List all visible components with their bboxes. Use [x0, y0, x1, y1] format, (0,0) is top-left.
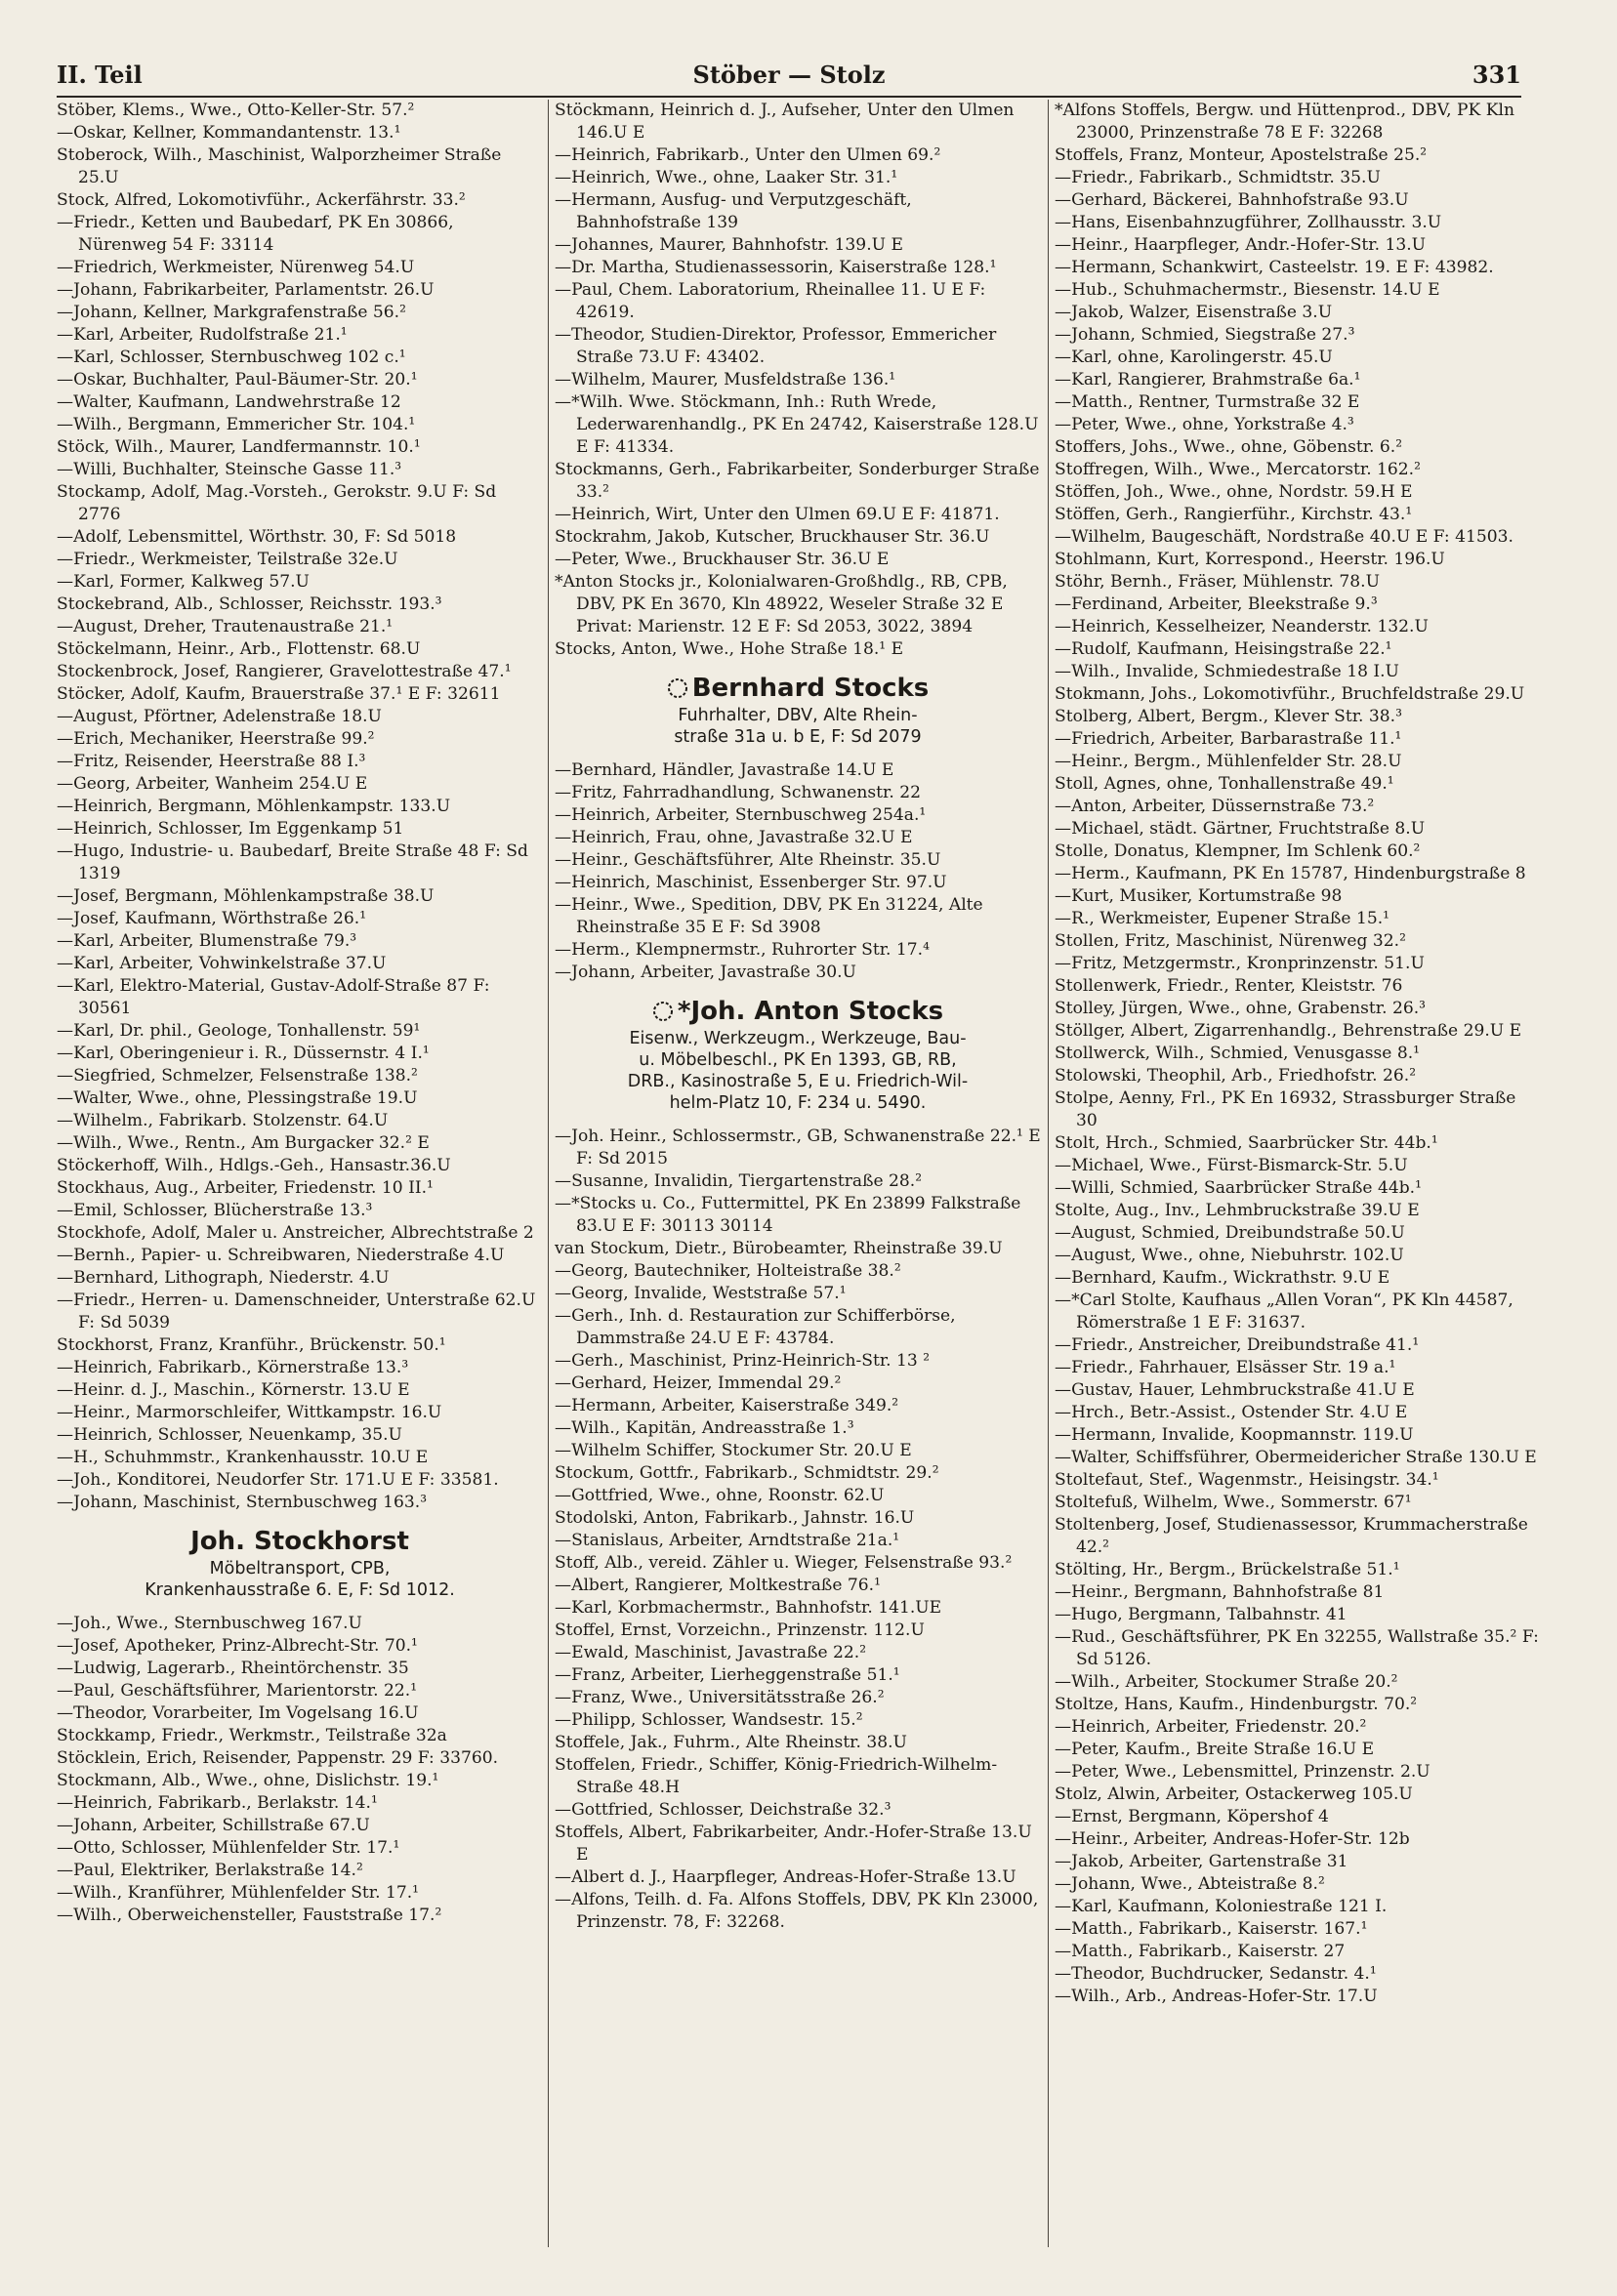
directory-entry: —Alfons, Teilh. d. Fa. Alfons Stoffels, DBV, PK Kln 23000, Prinzenstr. 78, F: 32268. — [555, 1890, 1039, 1932]
directory-entry: —Joh., Wwe., Sternbuschweg 167.U — [57, 1614, 362, 1633]
directory-entry: —Oskar, Buchhalter, Paul-Bäumer-Str. 20.¹ — [57, 370, 418, 390]
directory-entry: Stöffen, Gerh., Rangierführ., Kirchstr. 43.¹ — [1055, 505, 1413, 524]
directory-entry: —Fritz, Metzgermstr., Kronprinzenstr. 51.U — [1055, 954, 1425, 973]
directory-entry: —August, Dreher, Trautenaustraße 21.¹ — [57, 617, 394, 636]
directory-entry: —Gerh., Inh. d. Restauration zur Schifferbörse, Dammstraße 24.U E F: 43784. — [555, 1306, 956, 1348]
directory-entry: Stollen, Fritz, Maschinist, Nürenweg 32.² — [1055, 931, 1406, 951]
directory-entry: —Johann, Arbeiter, Schillstraße 67.U — [57, 1816, 370, 1835]
directory-entry: —Friedr., Fabrikarb., Schmidtstr. 35.U — [1055, 168, 1381, 187]
directory-entry: —Johann, Kellner, Markgrafenstraße 56.² — [57, 303, 406, 322]
directory-entry: Stoll, Agnes, ohne, Tonhallenstraße 49.¹ — [1055, 774, 1394, 794]
directory-entry: Stoffelen, Friedr., Schiffer, König-Friedrich-Wilhelm-Straße 48.H — [555, 1755, 998, 1797]
directory-entry: —Johann, Wwe., Abteistraße 8.² — [1055, 1874, 1325, 1894]
directory-entry: —Oskar, Kellner, Kommandantenstr. 13.¹ — [57, 123, 401, 143]
entry-list — [555, 100, 1041, 661]
directory-entry: —Paul, Elektriker, Berlakstraße 14.² — [57, 1861, 363, 1880]
directory-entry: Stolz, Alwin, Arbeiter, Ostackerweg 105.U — [1055, 1784, 1413, 1804]
directory-entry: —Ferdinand, Arbeiter, Bleekstraße 9.³ — [1055, 594, 1378, 614]
directory-entry: —Franz, Wwe., Universitätsstraße 26.² — [555, 1688, 885, 1707]
directory-entry: Stockum, Gottfr., Fabrikarb., Schmidtstr. 29.² — [555, 1463, 939, 1483]
directory-entry: —Wilh., Kranführer, Mühlenfelder Str. 17.¹ — [57, 1883, 420, 1903]
directory-entry: —Hugo, Industrie- u. Baubedarf, Breite Straße 48 F: Sd 1319 — [57, 841, 528, 883]
directory-entry: —Susanne, Invalidin, Tiergartenstraße 28.² — [555, 1171, 923, 1191]
directory-entry: Stockrahm, Jakob, Kutscher, Bruckhauser Str. 36.U — [555, 527, 990, 547]
directory-entry: Stoberock, Wilh., Maschinist, Walporzheimer Straße 25.U — [57, 145, 502, 187]
directory-entry: —Georg, Invalide, Weststraße 57.¹ — [555, 1284, 847, 1303]
page-number: 331 — [1472, 61, 1521, 89]
column-divider — [548, 100, 549, 2247]
directory-entry: —Matth., Fabrikarb., Kaiserstr. 167.¹ — [1055, 1919, 1368, 1939]
directory-entry: —Hugo, Bergmann, Talbahnstr. 41 — [1055, 1605, 1348, 1624]
directory-entry: —Gottfried, Schlosser, Deichstraße 32.³ — [555, 1800, 891, 1820]
directory-entry: Stockhorst, Franz, Kranführ., Brückenstr. 50.¹ — [57, 1335, 446, 1355]
directory-entry: —Heinr., Arbeiter, Andreas-Hofer-Str. 12b — [1055, 1829, 1410, 1849]
directory-entry: —Bernhard, Händler, Javastraße 14.U E — [555, 760, 894, 780]
directory-entry: —Siegfried, Schmelzer, Felsenstraße 138.² — [57, 1066, 418, 1086]
directory-entry: —Willi, Schmied, Saarbrücker Straße 44b.¹ — [1055, 1178, 1422, 1198]
directory-entry: —Hermann, Invalide, Koopmannstr. 119.U — [1055, 1425, 1414, 1445]
directory-entry: —Dr. Martha, Studienassessorin, Kaiserstraße 128.¹ — [555, 258, 997, 277]
directory-entry: —Albert d. J., Haarpfleger, Andreas-Hofer-Straße 13.U — [555, 1867, 1016, 1887]
directory-entry: —Friedrich, Werkmeister, Nürenweg 54.U — [57, 258, 415, 277]
directory-entry: —Wilh., Bergmann, Emmericher Str. 104.¹ — [57, 415, 416, 434]
directory-entry: —Kurt, Musiker, Kortumstraße 98 — [1055, 886, 1343, 906]
directory-entry: —Peter, Wwe., Lebensmittel, Prinzenstr. 2.U — [1055, 1762, 1430, 1782]
directory-entry: —Herm., Kaufmann, PK En 15787, Hindenburgstraße 8 — [1055, 864, 1526, 883]
directory-entry: —Johann, Fabrikarbeiter, Parlamentstr. 26.U — [57, 280, 435, 300]
directory-entry: —Heinrich, Kesselheizer, Neanderstr. 132.U — [1055, 617, 1429, 636]
directory-entry: —Heinr., Bergmann, Bahnhofstraße 81 — [1055, 1582, 1385, 1602]
directory-entry: —Heinrich, Arbeiter, Friedenstr. 20.² — [1055, 1717, 1367, 1737]
directory-entry: —Walter, Wwe., ohne, Plessingstraße 19.U — [57, 1088, 418, 1108]
directory-entry: —Jakob, Arbeiter, Gartenstraße 31 — [1055, 1852, 1348, 1871]
column-2 — [555, 100, 1041, 1934]
directory-entry: —Heinr., Bergm., Mühlenfelder Str. 28.U — [1055, 752, 1402, 771]
ad-line: DRB., Kasinostraße 5, E u. Friedrich-Wil- — [627, 1072, 969, 1091]
directory-entry: Stöhr, Bernh., Fräser, Mühlenstr. 78.U — [1055, 572, 1380, 592]
directory-entry: —Heinr., Wwe., Spedition, DBV, PK En 31224, Alte Rheinstraße 35 E F: Sd 3908 — [555, 895, 983, 937]
directory-entry: Stockmanns, Gerh., Fabrikarbeiter, Sonderburger Straße 33.² — [555, 460, 1040, 502]
directory-entry: —Heinrich, Wirt, Unter den Ulmen 69.U E F: 41871. — [555, 505, 1000, 524]
column-3 — [1055, 100, 1541, 2008]
directory-entry: —Bernhard, Lithograph, Niederstr. 4.U — [57, 1268, 390, 1288]
directory-entry: —Wilh., Wwe., Rentn., Am Burgacker 32.² E — [57, 1133, 430, 1153]
directory-entry: Stodolski, Anton, Fabrikarb., Jahnstr. 16.U — [555, 1508, 915, 1528]
ad-line: Krankenhausstraße 6. E, F: Sd 1012. — [145, 1580, 455, 1600]
directory-entry: —Wilh., Oberweichensteller, Fauststraße 17.² — [57, 1906, 442, 1925]
directory-entry: —Karl, Elektro-Material, Gustav-Adolf-Straße 87 F: 30561 — [57, 976, 490, 1018]
directory-page — [57, 61, 1539, 2247]
advertisement-stockhorst — [57, 1526, 543, 1601]
directory-entry: Stoffers, Johs., Wwe., ohne, Göbenstr. 6.² — [1055, 437, 1403, 457]
directory-entry: Stöck, Wilh., Maurer, Landfermannstr. 10.¹ — [57, 437, 421, 457]
directory-entry: —Hans, Eisenbahnzugführer, Zollhausstr. 3.U — [1055, 213, 1442, 232]
directory-entry: —Heinrich, Fabrikarb., Unter den Ulmen 69.² — [555, 145, 941, 165]
directory-entry: —Hrch., Betr.-Assist., Ostender Str. 4.U E — [1055, 1403, 1408, 1422]
directory-entry: —*Wilh. Wwe. Stöckmann, Inh.: Ruth Wrede, Lederwarenhandlg., PK En 24742, Kaiserstraße 128.U E F: 41334. — [555, 392, 1039, 457]
directory-entry: —August, Schmied, Dreibundstraße 50.U — [1055, 1223, 1405, 1243]
directory-entry: Stollenwerk, Friedr., Renter, Kleiststr. 76 — [1055, 976, 1403, 996]
directory-entry: —Otto, Schlosser, Mühlenfelder Str. 17.¹ — [57, 1838, 400, 1858]
ad-line: Eisenw., Werkzeugm., Werkzeuge, Bau- — [629, 1029, 967, 1048]
directory-entry: —Wilhelm., Fabrikarb. Stolzenstr. 64.U — [57, 1111, 389, 1130]
directory-entry: Stockenbrock, Josef, Rangierer, Gravelottestraße 47.¹ — [57, 662, 512, 681]
directory-entry: Stohlmann, Kurt, Korrespond., Heerstr. 196.U — [1055, 550, 1445, 569]
directory-entry: Stöckerhoff, Wilh., Hdlgs.-Geh., Hansastr.36.U — [57, 1156, 451, 1175]
directory-entry: —*Stocks u. Co., Futtermittel, PK En 23899 Falkstraße 83.U E F: 30113 30114 — [555, 1194, 1021, 1236]
directory-entry: —H., Schuhmmstr., Krankenhausstr. 10.U E — [57, 1448, 429, 1467]
directory-entry: —Wilh., Kapitän, Andreasstraße 1.³ — [555, 1418, 854, 1438]
directory-entry: Stolpe, Aenny, Frl., PK En 16932, Strassburger Straße 30 — [1055, 1088, 1516, 1130]
ad-line: u. Möbelbeschl., PK En 1393, GB, RB, — [639, 1050, 957, 1070]
directory-entry: Stolowski, Theophil, Arb., Friedhofstr. 26.² — [1055, 1066, 1417, 1086]
directory-entry: —Herm., Klempnermstr., Ruhrorter Str. 17.⁴ — [555, 940, 930, 960]
directory-entry: —Heinr., Geschäftsführer, Alte Rheinstr. 35.U — [555, 850, 941, 870]
directory-entry: *Alfons Stoffels, Bergw. und Hüttenprod., DBV, PK Kln 23000, Prinzenstraße 78 E F: 32268 — [1055, 101, 1514, 143]
directory-entry: —Joh. Heinr., Schlossermstr., GB, Schwanenstraße 22.¹ E F: Sd 2015 — [555, 1127, 1041, 1168]
directory-entry: Stölting, Hr., Bergm., Brückelstraße 51.¹ — [1055, 1560, 1400, 1579]
directory-entry: —Fritz, Reisender, Heerstraße 88 I.³ — [57, 752, 366, 771]
directory-entry: Stolle, Donatus, Klempner, Im Schlenk 60.² — [1055, 841, 1421, 861]
directory-entry: —Michael, städt. Gärtner, Fruchtstraße 8.U — [1055, 819, 1426, 839]
directory-entry: —Theodor, Vorarbeiter, Im Vogelsang 16.U — [57, 1703, 419, 1723]
directory-entry: —Josef, Apotheker, Prinz-Albrecht-Str. 70.¹ — [57, 1636, 418, 1656]
directory-entry: —Bernh., Papier- u. Schreibwaren, Niederstraße 4.U — [57, 1246, 505, 1265]
directory-entry: —Theodor, Studien-Direktor, Professor, Emmericher Straße 73.U F: 43402. — [555, 325, 997, 367]
directory-entry: Stolte, Aug., Inv., Lehmbruckstraße 39.U E — [1055, 1201, 1420, 1220]
directory-entry: Stolberg, Albert, Bergm., Klever Str. 38.³ — [1055, 707, 1402, 726]
directory-entry: —Karl, Former, Kalkweg 57.U — [57, 572, 310, 592]
laurel-wreath-icon — [667, 677, 688, 699]
directory-entry: Stoltze, Hans, Kaufm., Hindenburgstr. 70.² — [1055, 1695, 1418, 1714]
directory-entry: —Heinrich, Schlosser, Im Eggenkamp 51 — [57, 819, 404, 839]
directory-entry: Stöcker, Adolf, Kaufm, Brauerstraße 37.¹ E F: 32611 — [57, 684, 501, 704]
directory-entry: —Karl, Rangierer, Brahmstraße 6a.¹ — [1055, 370, 1361, 390]
directory-entry: —Josef, Kaufmann, Wörthstraße 26.¹ — [57, 909, 367, 928]
directory-entry: Stöcklein, Erich, Reisender, Pappenstr. 29 F: 33760. — [57, 1748, 499, 1768]
directory-entry: —Heinr., Marmorschleifer, Wittkampstr. 16.U — [57, 1403, 442, 1422]
directory-entry: —Johann, Schmied, Siegstraße 27.³ — [1055, 325, 1355, 345]
directory-entry: Stoffregen, Wilh., Wwe., Mercatorstr. 162.² — [1055, 460, 1421, 479]
directory-entry: —Heinrich, Frau, ohne, Javastraße 32.U E — [555, 828, 913, 847]
directory-entry: —Albert, Rangierer, Moltkestraße 76.¹ — [555, 1576, 881, 1595]
directory-entry: —Hermann, Schankwirt, Casteelstr. 19. E F: 43982. — [1055, 258, 1494, 277]
directory-entry: —Gustav, Hauer, Lehmbruckstraße 41.U E — [1055, 1380, 1415, 1400]
directory-entry: —Ewald, Maschinist, Javastraße 22.² — [555, 1643, 867, 1662]
directory-entry: —Peter, Wwe., ohne, Yorkstraße 4.³ — [1055, 415, 1354, 434]
directory-entry: —Heinrich, Arbeiter, Sternbuschweg 254a.¹ — [555, 805, 927, 825]
directory-entry: —Hermann, Ausfug- und Verputzgeschäft, Bahnhofstraße 139 — [555, 190, 912, 232]
directory-entry: Stockhofe, Adolf, Maler u. Anstreicher, Albrechtstraße 2 — [57, 1223, 534, 1243]
directory-entry: —Rudolf, Kaufmann, Heisingstraße 22.¹ — [1055, 639, 1392, 659]
ad-line: Fuhrhalter, DBV, Alte Rhein- — [678, 706, 918, 725]
directory-entry: —Heinrich, Maschinist, Essenberger Str. 97.U — [555, 873, 947, 892]
directory-entry: —Peter, Kaufm., Breite Straße 16.U E — [1055, 1740, 1375, 1759]
directory-entry: —Gerhard, Bäckerei, Bahnhofstraße 93.U — [1055, 190, 1409, 210]
directory-entry: —Michael, Wwe., Fürst-Bismarck-Str. 5.U — [1055, 1156, 1408, 1175]
directory-entry: —Johann, Arbeiter, Javastraße 30.U — [555, 963, 856, 982]
directory-entry: Stockebrand, Alb., Schlosser, Reichsstr. 193.³ — [57, 594, 442, 614]
directory-entry: Stocks, Anton, Wwe., Hohe Straße 18.¹ E — [555, 639, 904, 659]
directory-entry: —Karl, Arbeiter, Blumenstraße 79.³ — [57, 931, 357, 951]
directory-entry: —Erich, Mechaniker, Heerstraße 99.² — [57, 729, 375, 749]
directory-entry: —Johann, Maschinist, Sternbuschweg 163.³ — [57, 1493, 428, 1512]
directory-entry: —Willi, Buchhalter, Steinsche Gasse 11.³ — [57, 460, 402, 479]
directory-entry: —Rud., Geschäftsführer, PK En 32255, Wallstraße 35.² F: Sd 5126. — [1055, 1627, 1539, 1669]
directory-entry: —Anton, Arbeiter, Düssernstraße 73.² — [1055, 797, 1375, 816]
directory-entry: —Paul, Chem. Laboratorium, Rheinallee 11. U E F: 42619. — [555, 280, 986, 322]
entry-list — [555, 759, 1041, 984]
directory-entry: —Philipp, Schlosser, Wandsestr. 15.² — [555, 1710, 863, 1730]
directory-entry: —Georg, Bautechniker, Holteistraße 38.² — [555, 1261, 901, 1281]
ad-title: *Joh. Anton Stocks — [677, 997, 944, 1026]
laurel-wreath-icon — [652, 1001, 674, 1022]
directory-entry: —Gerhard, Heizer, Immendal 29.² — [555, 1374, 842, 1393]
directory-entry: Stollwerck, Wilh., Schmied, Venusgasse 8.¹ — [1055, 1044, 1421, 1063]
advertisement-bernhard-stocks — [555, 673, 1041, 748]
directory-entry: —Walter, Kaufmann, Landwehrstraße 12 — [57, 392, 401, 412]
directory-entry: —Matth., Rentner, Turmstraße 32 E — [1055, 392, 1360, 412]
directory-entry: Stolley, Jürgen, Wwe., ohne, Grabenstr. 26.³ — [1055, 999, 1426, 1018]
directory-entry: Stoltenberg, Josef, Studienassessor, Krummacherstraße 42.² — [1055, 1515, 1528, 1557]
directory-entry: —August, Pförtner, Adelenstraße 18.U — [57, 707, 382, 726]
directory-entry: Stoffele, Jak., Fuhrm., Alte Rheinstr. 38.U — [555, 1733, 907, 1752]
directory-entry: Stoltefaut, Stef., Wagenmstr., Heisingstr. 34.¹ — [1055, 1470, 1439, 1490]
directory-entry: Stockkamp, Friedr., Werkmstr., Teilstraße 32a — [57, 1726, 447, 1745]
directory-entry: Stöckmann, Heinrich d. J., Aufseher, Unter den Ulmen 146.U E — [555, 101, 1015, 143]
directory-entry: —August, Wwe., ohne, Niebuhrstr. 102.U — [1055, 1246, 1404, 1265]
column-1 — [57, 100, 543, 1927]
directory-entry: —Franz, Arbeiter, Lierheggenstraße 51.¹ — [555, 1665, 900, 1685]
entry-list — [555, 1126, 1041, 1934]
directory-entry: —Friedrich, Arbeiter, Barbarastraße 11.¹ — [1055, 729, 1402, 749]
directory-entry: —R., Werkmeister, Eupener Straße 15.¹ — [1055, 909, 1390, 928]
ad-title: Joh. Stockhorst — [190, 1527, 409, 1556]
directory-entry: —Walter, Schiffsführer, Obermeidericher Straße 130.U E — [1055, 1448, 1537, 1467]
directory-entry: —Wilh., Arb., Andreas-Hofer-Str. 17.U — [1055, 1987, 1378, 2006]
directory-entry: —Wilhelm, Maurer, Musfeldstraße 136.¹ — [555, 370, 896, 390]
directory-entry: —Wilhelm Schiffer, Stockumer Str. 20.U E — [555, 1441, 912, 1460]
directory-entry: —Peter, Wwe., Bruckhauser Str. 36.U E — [555, 550, 890, 569]
directory-entry: Stoffels, Franz, Monteur, Apostelstraße 25.² — [1055, 145, 1428, 165]
directory-entry: —Karl, Arbeiter, Rudolfstraße 21.¹ — [57, 325, 348, 345]
directory-entry: —Heinrich, Schlosser, Neuenkamp, 35.U — [57, 1425, 402, 1445]
directory-entry: —Heinrich, Bergmann, Möhlenkampstr. 133.U — [57, 797, 451, 816]
directory-entry: Stöffen, Joh., Wwe., ohne, Nordstr. 59.H E — [1055, 482, 1413, 502]
ad-line: helm-Platz 10, F: 234 u. 5490. — [669, 1093, 927, 1113]
directory-entry: —Wilh., Arbeiter, Stockumer Straße 20.² — [1055, 1672, 1398, 1692]
directory-entry: —Wilh., Invalide, Schmiedestraße 18 I.U — [1055, 662, 1399, 681]
directory-entry: *Anton Stocks jr., Kolonialwaren-Großhdlg., RB, CPB, DBV, PK En 3670, Kln 48922, Weseler Straße 32 E Privat: Marienstr. 12 E F: Sd 2053, 3022, 3894 — [555, 572, 1008, 636]
directory-entry: Stock, Alfred, Lokomotivführ., Ackerfährstr. 33.² — [57, 190, 466, 210]
directory-entry: —Friedr., Herren- u. Damenschneider, Unterstraße 62.U F: Sd 5039 — [57, 1291, 536, 1332]
directory-entry: —Josef, Bergmann, Möhlenkampstraße 38.U — [57, 886, 435, 906]
directory-entry: Stoffels, Albert, Fabrikarbeiter, Andr.-Hofer-Straße 13.U E — [555, 1823, 1032, 1865]
directory-entry: —Ludwig, Lagerarb., Rheintörchenstr. 35 — [57, 1659, 409, 1678]
directory-entry: —Joh., Konditorei, Neudorfer Str. 171.U E F: 33581. — [57, 1470, 499, 1490]
directory-entry: —Heinr., Haarpfleger, Andr.-Hofer-Str. 13.U — [1055, 235, 1427, 255]
directory-entry: —Karl, Dr. phil., Geologe, Tonhallenstr. 59¹ — [57, 1021, 421, 1041]
directory-entry: —Johannes, Maurer, Bahnhofstr. 139.U E — [555, 235, 903, 255]
directory-entry: Stöckelmann, Heinr., Arb., Flottenstr. 68.U — [57, 639, 421, 659]
directory-entry: —Gerh., Maschinist, Prinz-Heinrich-Str. 13 ² — [555, 1351, 931, 1371]
directory-entry: —Stanislaus, Arbeiter, Arndtstraße 21a.¹ — [555, 1531, 900, 1550]
directory-entry: —Heinrich, Fabrikarb., Körnerstraße 13.³ — [57, 1358, 409, 1377]
directory-entry: Stöber, Klems., Wwe., Otto-Keller-Str. 57.² — [57, 101, 415, 120]
directory-entry: —Ernst, Bergmann, Köpershof 4 — [1055, 1807, 1329, 1826]
directory-entry: —Gottfried, Wwe., ohne, Roonstr. 62.U — [555, 1486, 885, 1505]
directory-entry: —Georg, Arbeiter, Wanheim 254.U E — [57, 774, 368, 794]
entry-list — [57, 100, 543, 1514]
name-range: Stöber — Stolz — [692, 61, 886, 89]
directory-entry: —Friedr., Ketten und Baubedarf, PK En 30866, Nürenweg 54 F: 33114 — [57, 213, 454, 255]
directory-entry: van Stockum, Dietr., Bürobeamter, Rheinstraße 39.U — [555, 1239, 1003, 1258]
directory-entry: —Bernhard, Kaufm., Wickrathstr. 9.U E — [1055, 1268, 1390, 1288]
directory-entry: Stokmann, Johs., Lokomotivführ., Bruchfeldstraße 29.U — [1055, 684, 1525, 704]
part-label: II. Teil — [57, 61, 143, 89]
directory-entry: Stockmann, Alb., Wwe., ohne, Dislichstr. 19.¹ — [57, 1771, 439, 1790]
page-header — [57, 61, 1521, 98]
directory-entry: —Fritz, Fahrradhandlung, Schwanenstr. 22 — [555, 783, 921, 802]
directory-entry: Stöllger, Albert, Zigarrenhandlg., Behrenstraße 29.U E — [1055, 1021, 1522, 1041]
directory-entry: —Adolf, Lebensmittel, Wörthstr. 30, F: Sd 5018 — [57, 527, 457, 547]
directory-entry: —Karl, ohne, Karolingerstr. 45.U — [1055, 348, 1333, 367]
header-rule — [57, 96, 1521, 98]
directory-entry: —Matth., Fabrikarb., Kaiserstr. 27 — [1055, 1942, 1346, 1961]
directory-entry: —Karl, Kaufmann, Koloniestraße 121 I. — [1055, 1897, 1388, 1916]
directory-entry: —Heinrich, Wwe., ohne, Laaker Str. 31.¹ — [555, 168, 898, 187]
directory-entry: —Emil, Schlosser, Blücherstraße 13.³ — [57, 1201, 373, 1220]
column-divider — [1048, 100, 1049, 2247]
directory-entry: Stoffel, Ernst, Vorzeichn., Prinzenstr. 112.U — [555, 1620, 925, 1640]
ad-line: Möbeltransport, CPB, — [209, 1559, 391, 1578]
directory-entry: Stoltefuß, Wilhelm, Wwe., Sommerstr. 67¹ — [1055, 1493, 1412, 1512]
ad-title: Bernhard Stocks — [691, 674, 930, 703]
directory-entry: —Heinrich, Fabrikarb., Berlakstr. 14.¹ — [57, 1793, 378, 1813]
directory-entry: Stolt, Hrch., Schmied, Saarbrücker Str. 44b.¹ — [1055, 1133, 1438, 1153]
ad-line: straße 31a u. b E, F: Sd 2079 — [674, 727, 922, 747]
directory-entry: —Jakob, Walzer, Eisenstraße 3.U — [1055, 303, 1333, 322]
directory-entry: —Wilhelm, Baugeschäft, Nordstraße 40.U E F: 41503. — [1055, 527, 1513, 547]
advertisement-joh-anton-stocks — [555, 996, 1041, 1114]
directory-entry: —Karl, Arbeiter, Vohwinkelstraße 37.U — [57, 954, 387, 973]
directory-entry: Stockhaus, Aug., Arbeiter, Friedenstr. 10 II.¹ — [57, 1178, 434, 1198]
directory-entry: —Karl, Oberingenieur i. R., Düssernstr. 4 I.¹ — [57, 1044, 430, 1063]
directory-entry: Stockamp, Adolf, Mag.-Vorsteh., Gerokstr. 9.U F: Sd 2776 — [57, 482, 497, 524]
directory-entry: —Friedr., Fahrhauer, Elsässer Str. 19 a.¹ — [1055, 1358, 1396, 1377]
directory-entry: —*Carl Stolte, Kaufhaus „Allen Voran“, PK Kln 44587, Römerstraße 1 E F: 31637. — [1055, 1291, 1513, 1332]
directory-entry: —Hub., Schuhmachermstr., Biesenstr. 14.U E — [1055, 280, 1440, 300]
directory-entry: —Theodor, Buchdrucker, Sedanstr. 4.¹ — [1055, 1964, 1377, 1984]
directory-entry: —Karl, Schlosser, Sternbuschweg 102 c.¹ — [57, 348, 406, 367]
directory-entry: —Friedr., Anstreicher, Dreibundstraße 41.¹ — [1055, 1335, 1420, 1355]
directory-entry: Stoff, Alb., vereid. Zähler u. Wieger, Felsenstraße 93.² — [555, 1553, 1013, 1573]
directory-entry: —Karl, Korbmachermstr., Bahnhofstr. 141.UE — [555, 1598, 942, 1618]
directory-entry: —Hermann, Arbeiter, Kaiserstraße 349.² — [555, 1396, 899, 1415]
entry-list — [1055, 100, 1541, 2008]
directory-entry: —Paul, Geschäftsführer, Marientorstr. 22.¹ — [57, 1681, 418, 1701]
directory-entry: —Friedr., Werkmeister, Teilstraße 32e.U — [57, 550, 398, 569]
entry-list — [57, 1613, 543, 1927]
directory-entry: —Heinr. d. J., Maschin., Körnerstr. 13.U E — [57, 1380, 410, 1400]
